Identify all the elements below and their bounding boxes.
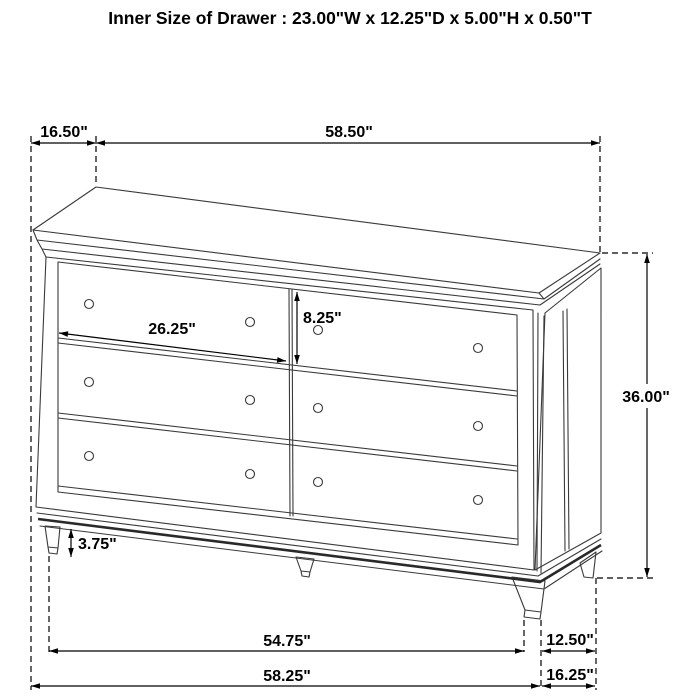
- dimension-leg-height: [68, 529, 117, 557]
- drawer-knob: [314, 478, 323, 487]
- dimension-top: [31, 124, 600, 146]
- drawer-knob: [246, 396, 255, 405]
- dimension-height: [622, 254, 670, 577]
- dim-label-front-width-legs: 54.75": [263, 633, 311, 650]
- dim-label-overall-height: 36.00": [622, 389, 670, 406]
- dim-label-drawer-height: 8.25": [303, 310, 342, 327]
- drawer-knob: [474, 496, 483, 505]
- drawer-knob: [85, 378, 94, 387]
- dim-label-overall-width: 58.25": [263, 668, 311, 685]
- drawer-knob: [314, 404, 323, 413]
- dresser-drawing: [33, 187, 602, 619]
- drawer-knob: [85, 300, 94, 309]
- dimension-side-depth-legs: [542, 632, 595, 654]
- dim-label-overall-depth: 16.25": [546, 667, 594, 684]
- dim-label-top-depth: 16.50": [40, 124, 88, 141]
- dimension-overall-depth: [542, 667, 595, 689]
- case-front-face: [36, 257, 534, 570]
- dim-label-leg-height: 3.75": [78, 536, 117, 553]
- page-title: Inner Size of Drawer : 23.00"W x 12.25"D x 5.00"H x 0.50"T: [108, 8, 592, 28]
- drawer-knob: [474, 422, 483, 431]
- drawer-knob: [246, 470, 255, 479]
- dimension-front-width-legs: [49, 633, 524, 654]
- dim-label-top-width: 58.50": [325, 124, 373, 141]
- front-left-leg: [45, 526, 60, 554]
- dim-label-side-depth-legs: 12.50": [546, 632, 594, 649]
- drawer-knob: [85, 452, 94, 461]
- drawer-knob: [474, 344, 483, 353]
- dim-label-drawer-width: 26.25": [148, 321, 196, 338]
- dimension-overall-width: [31, 668, 540, 689]
- drawer-knob: [246, 318, 255, 327]
